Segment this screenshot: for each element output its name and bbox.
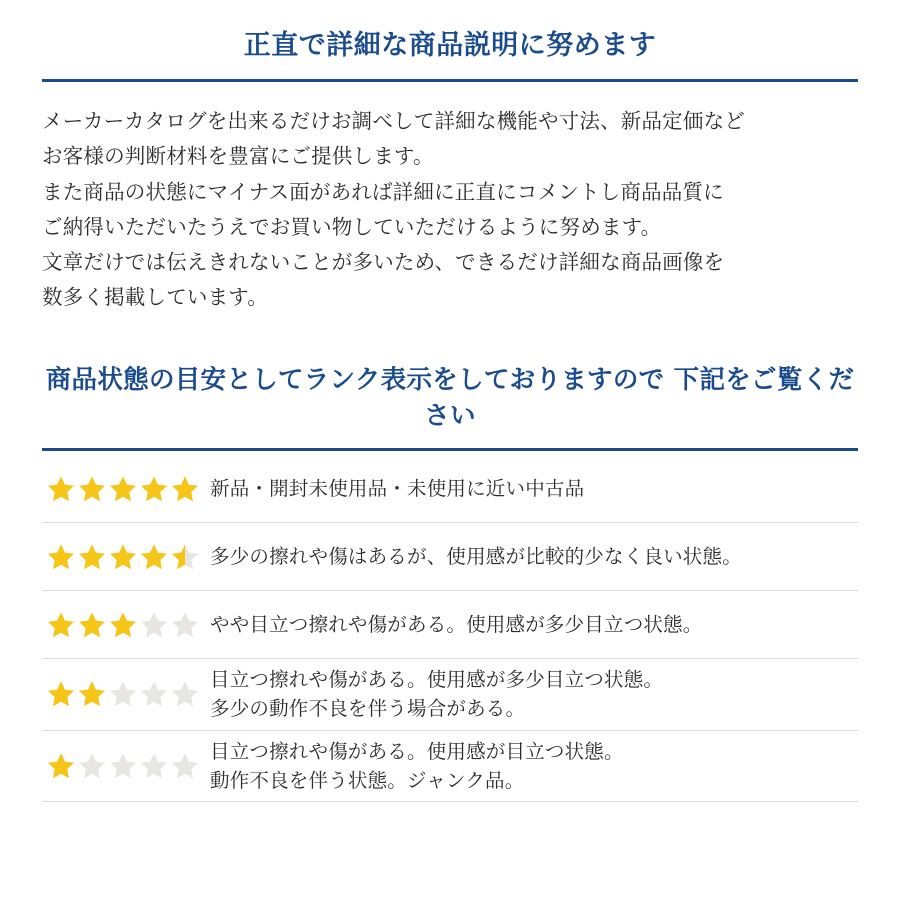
description-line-3: また商品の状態にマイナス面があれば詳細に正直にコメントし商品品質に — [42, 179, 724, 204]
rank-description — [210, 737, 858, 796]
star-empty-icon — [108, 751, 138, 781]
description-line-5: 文章だけでは伝えきれないことが多いため、できるだけ詳細な商品画像を — [42, 250, 725, 275]
star-empty-icon — [139, 679, 169, 709]
rank-description — [210, 542, 858, 571]
rank-row — [42, 523, 858, 591]
star-empty-icon — [139, 610, 169, 640]
rank-description-line: 多少の動作不良を伴う場合がある。 — [210, 697, 526, 721]
rank-row — [42, 659, 858, 731]
rank-row — [42, 591, 858, 659]
rank-star-rating — [42, 610, 210, 640]
rank-list — [42, 455, 858, 802]
star-filled-icon — [108, 610, 138, 640]
rank-description — [210, 474, 858, 503]
description-line-2: お客様の判断材料を豊富にご提供します。 — [42, 144, 434, 169]
star-filled-icon — [77, 610, 107, 640]
rank-description-line: 目立つ擦れや傷がある。使用感が多少目立つ状態。 — [210, 668, 664, 691]
star-filled-icon — [77, 474, 107, 504]
star-filled-icon — [108, 474, 138, 504]
star-filled-icon — [46, 679, 76, 709]
rank-section-divider — [42, 448, 858, 451]
star-half-icon — [170, 542, 200, 572]
star-filled-icon — [46, 610, 76, 640]
rank-star-rating — [42, 751, 210, 781]
star-filled-icon — [77, 679, 107, 709]
rank-star-rating — [42, 542, 210, 572]
star-filled-icon — [77, 542, 107, 572]
star-filled-icon — [139, 474, 169, 504]
star-empty-icon — [77, 751, 107, 781]
star-empty-icon — [108, 679, 138, 709]
rank-description — [210, 610, 858, 639]
star-filled-icon — [139, 542, 169, 572]
star-empty-icon — [170, 679, 200, 709]
rank-description — [210, 665, 858, 724]
rank-row — [42, 731, 858, 803]
star-filled-icon — [170, 474, 200, 504]
star-filled-icon — [46, 751, 76, 781]
rank-section-title-line-1: 商品状態の目安としてランク表示をしておりますので — [45, 364, 665, 395]
rank-description-line: 動作不良を伴う状態。ジャンク品。 — [210, 768, 525, 792]
rank-star-rating — [42, 474, 210, 504]
page-title: 正直で詳細な商品説明に努めます — [243, 30, 657, 61]
star-filled-icon — [46, 474, 76, 504]
star-filled-icon — [108, 542, 138, 572]
star-empty-icon — [139, 751, 169, 781]
description-line-6: 数多く掲載しています。 — [42, 285, 269, 310]
rank-description-line: 新品・開封未使用品・未使用に近い中古品 — [210, 476, 585, 500]
star-empty-icon — [170, 610, 200, 640]
star-empty-icon — [170, 751, 200, 781]
rank-row — [42, 455, 858, 523]
rank-section-title — [42, 316, 858, 434]
star-filled-icon — [46, 542, 76, 572]
rank-description-line: 目立つ擦れや傷がある。使用感が目立つ状態。 — [210, 739, 624, 763]
description-block — [42, 104, 858, 316]
title-divider — [42, 79, 858, 82]
description-line-4: ご納得いただいたうえでお買い物していただけるように努めます。 — [42, 214, 662, 239]
rank-description-line: やや目立つ擦れや傷がある。使用感が多少目立つ状態。 — [210, 612, 703, 636]
rank-description-line: 多少の擦れや傷はあるが、使用感が比較的少なく良い状態。 — [210, 544, 742, 568]
description-line-1: メーカーカタログを出来るだけお調べして詳細な機能や寸法、新品定価など — [42, 109, 745, 134]
rank-section-title-line-2: 下記をご覧ください — [424, 364, 855, 431]
rank-star-rating — [42, 679, 210, 709]
